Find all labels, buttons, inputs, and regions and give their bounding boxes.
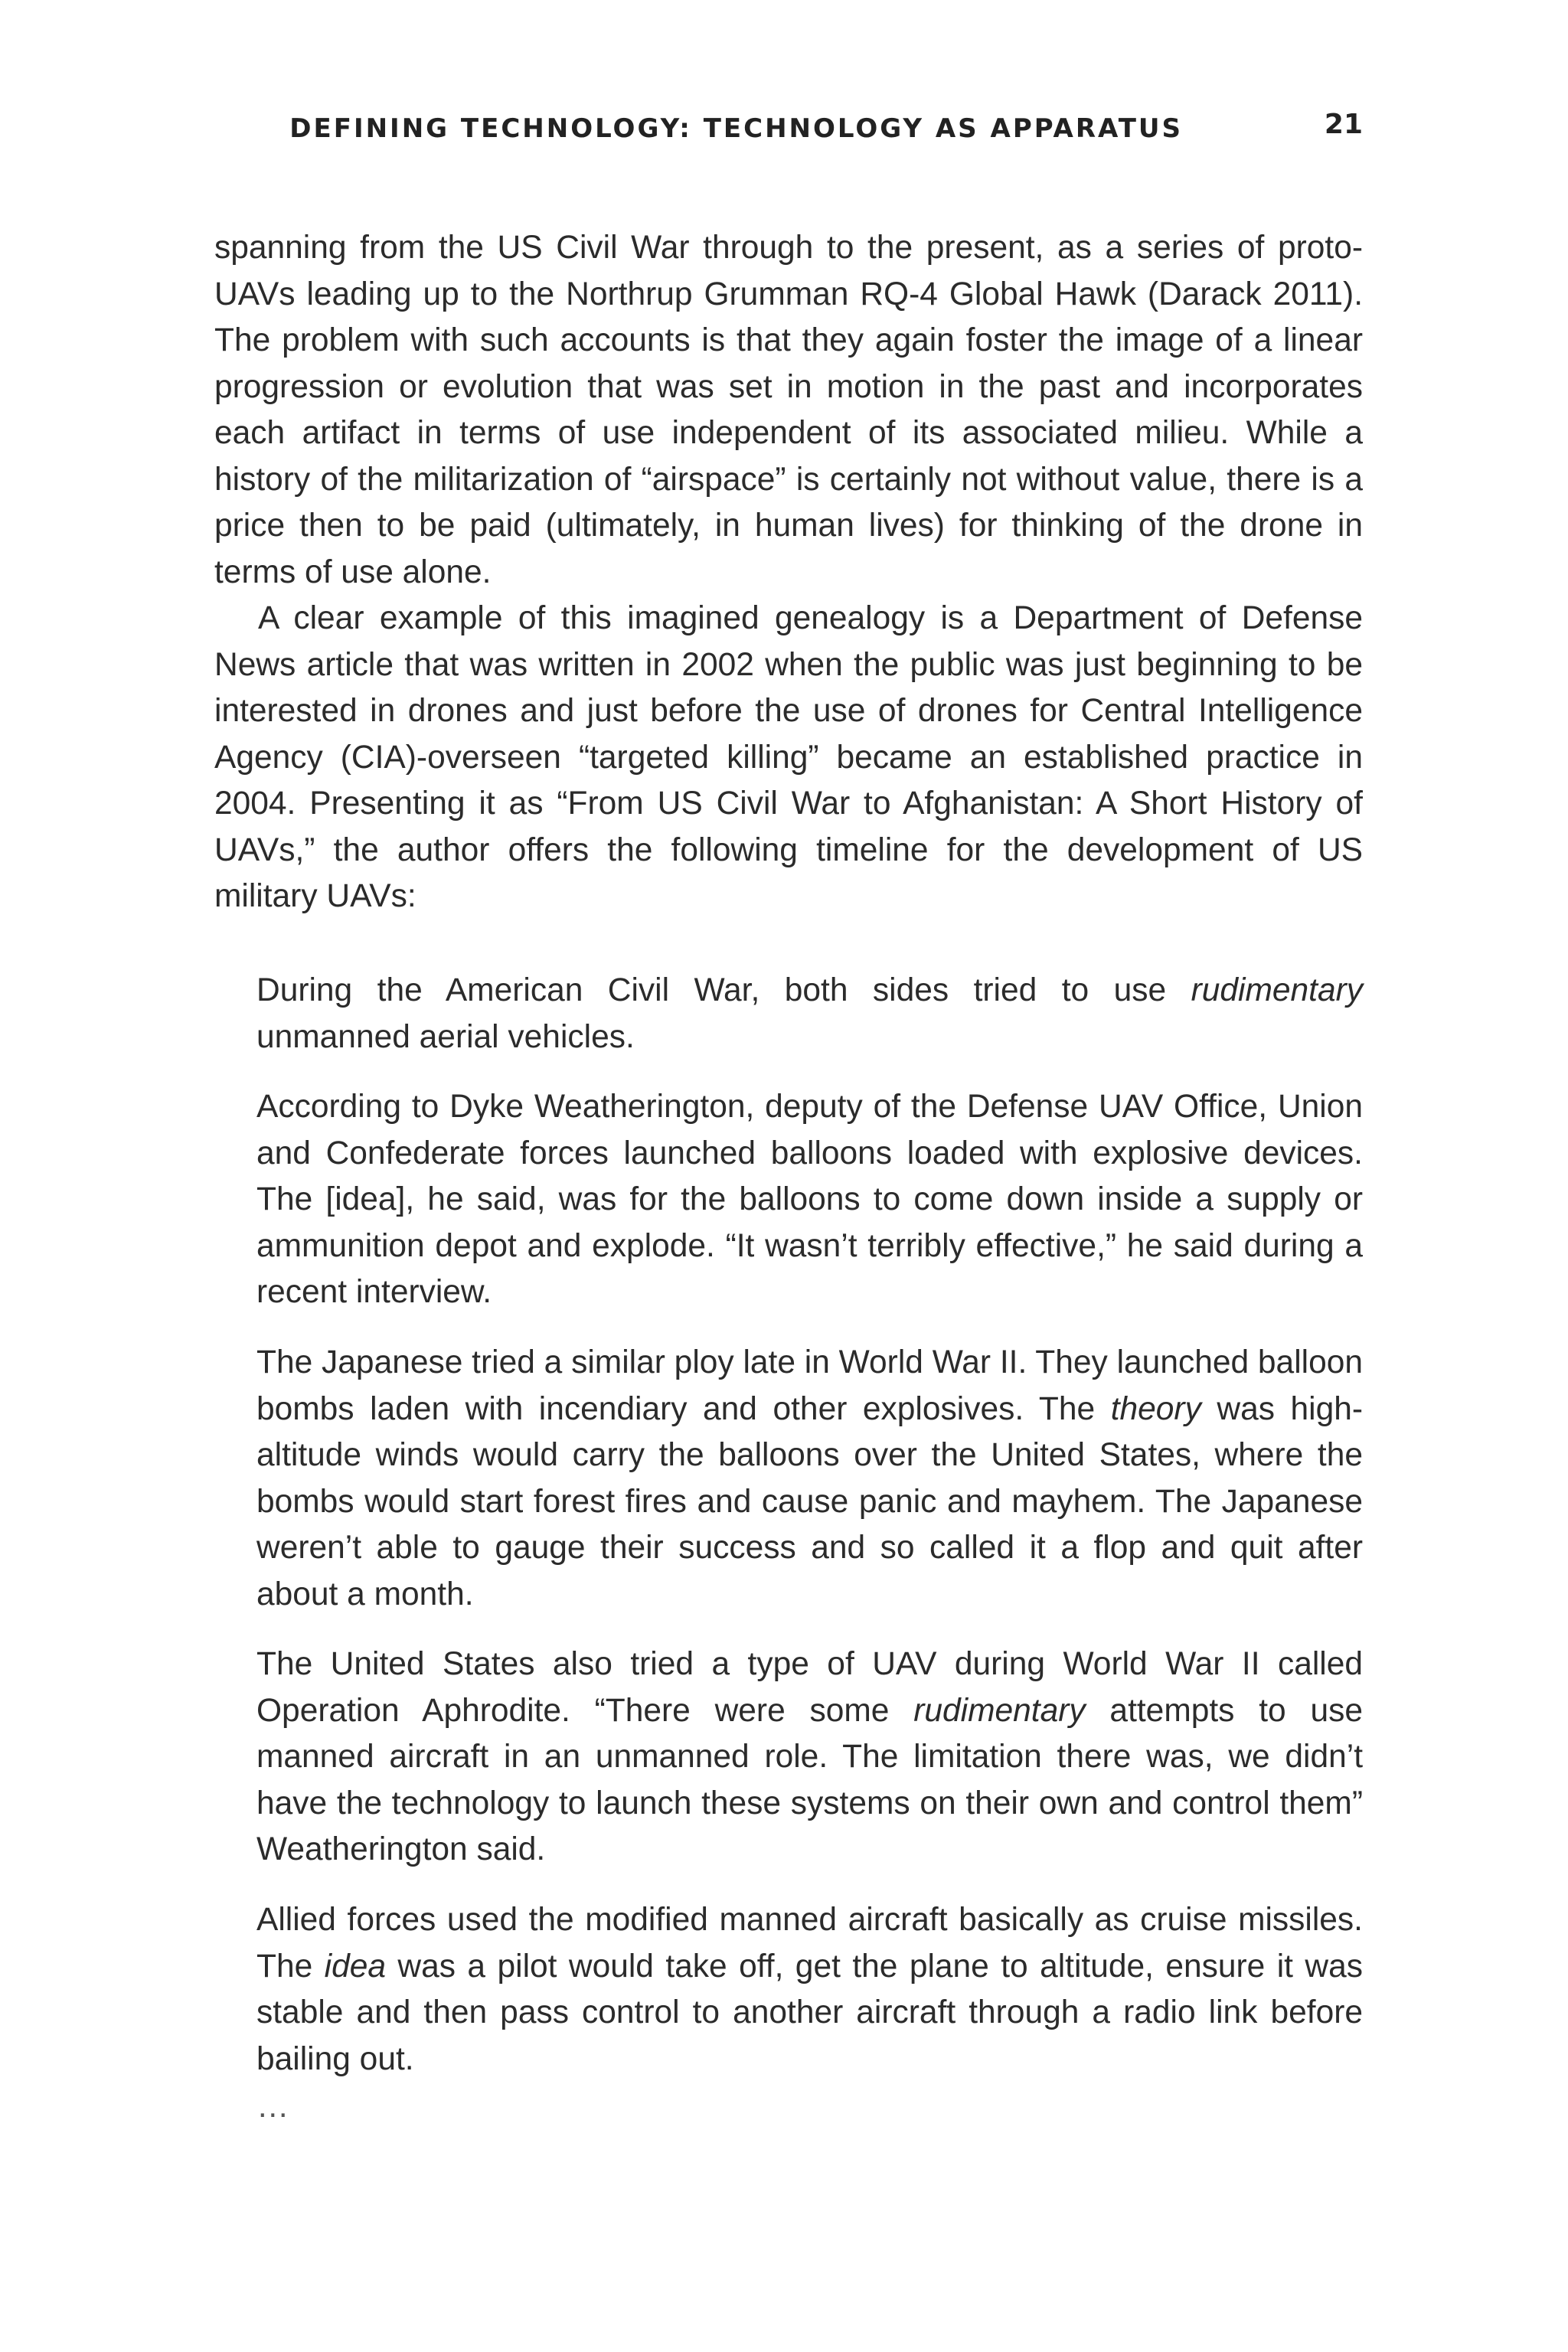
body-text (214, 225, 1363, 920)
quote-ellipsis: … (256, 2089, 289, 2125)
quote-paragraph-civil-war: During the American Civil War, both sides tried to use rudimentary unmanned aerial vehicles. (256, 972, 1363, 1055)
block-quote (256, 968, 1363, 1083)
quote-paragraph-allied: Allied forces used the modified manned aircraft basically as cruise missiles. The idea was a pilot would take off, get the plane to altitude, ensure it was stable and then pass control to another aircraft through a radio link before bailing out. (256, 1902, 1363, 2077)
running-head (214, 109, 1363, 152)
quote-paragraph-balloons: According to Dyke Weatherington, deputy of the Defense UAV Office, Union and Confederate forces launched balloons loaded with explosive devices. The [idea], he said, was for the balloons to come down inside a supply or ammunition depot and explode. “It wasn’t terribly effective,” he said during a recent interview. (256, 1089, 1363, 1310)
quote-paragraph-aphrodite: The United States also tried a type of UAV during World War II called Operation Aphrodite. “There were some rudimentary attempts to use manned aircraft in an unmanned role. The limitation there was, we didn’t have the technology to launch these systems on their own and control them” Weatherington said. (256, 1646, 1363, 1867)
quote-paragraph-japanese: The Japanese tried a similar ploy late in World War II. They launched balloon bombs laden with incendiary and other explosives. The theory was high-altitude winds would carry the balloons over the United States, where the bombs would start forest fires and cause panic and mayhem. The Japanese weren’t able to gauge their success and so called it a flop and quit after about a month. (256, 1344, 1364, 1612)
paragraph-genealogy: A clear example of this imagined genealogy is a Department of Defense News article that was written in 2002 when the public was just beginning to be interested in drones and just before the use of drones for Central Intelligence Agency (CIA)-overseen “targeted killing” became an established practice in 2004. Presenting it as “From US Civil War to Afghanistan: A Short History of UAVs,” the author offers the following timeline for the development of US military UAVs: (214, 600, 1363, 914)
paragraph-continued: spanning from the US Civil War through to the present, as a series of proto-UAVs leading up to the Northrup Grumman RQ-4 Global Hawk (Darack 2011). The problem with such accounts is that they again foster the image of a linear progression or evolution that was set in motion in the past and incorporates each artifact in terms of use independent of its associated milieu. While a history of the militarization of “airspace” is certainly not without value, there is a price then to be paid (ultimately, in human lives) for thinking of the drone in terms of use alone. (214, 230, 1363, 590)
block-quote-weatherington (256, 1084, 1363, 1339)
page-number: 21 (1324, 109, 1363, 140)
block-quote-japanese (256, 1340, 1363, 1641)
block-quote-aphrodite (256, 1642, 1363, 1896)
block-quote-allied (256, 1897, 1363, 2105)
running-head-title: DEFINING TECHNOLOGY: TECHNOLOGY AS APPARATUS (289, 113, 1183, 144)
